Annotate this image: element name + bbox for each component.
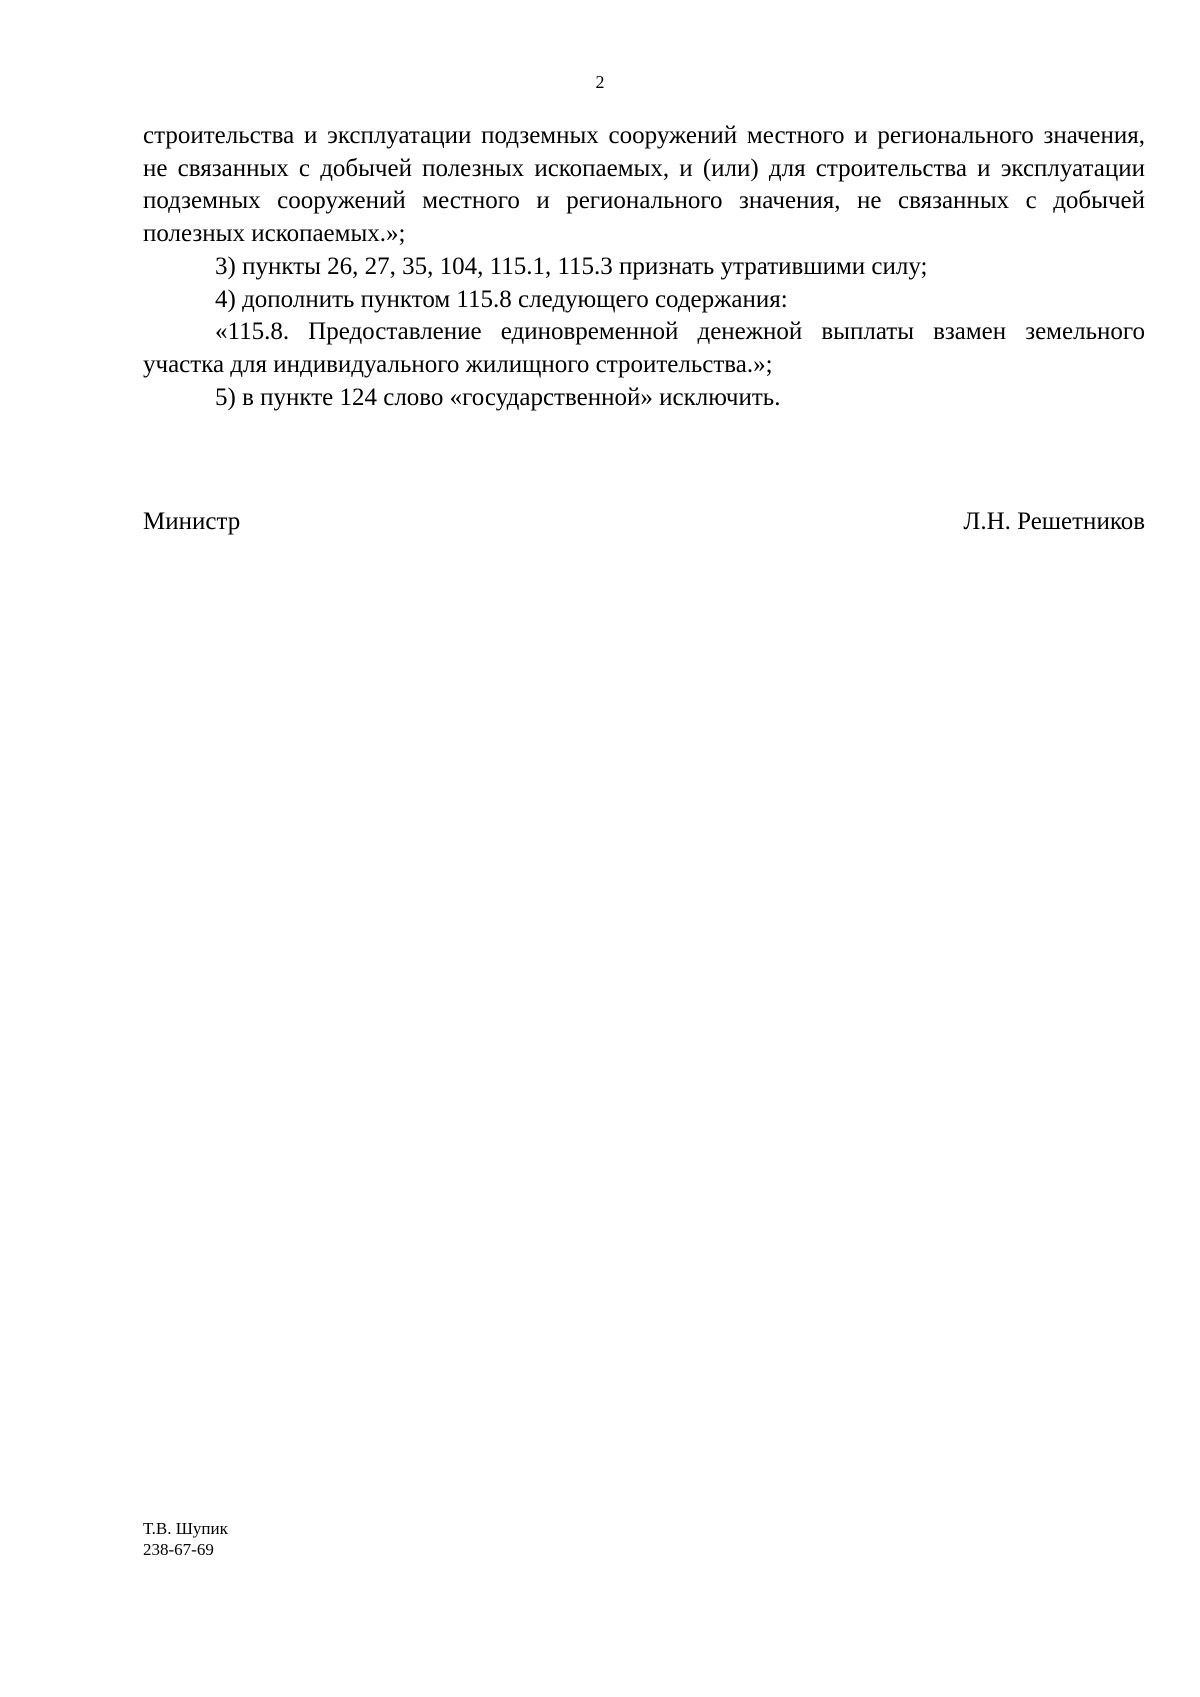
paragraph-continuation: строительства и эксплуатации подземных сооружений местного и регионального значения, не связанных с добычей полезных ископаемых, и (или) для строительства и эксплуатации подземных сооружений местного и регионального значения, не связанных с добычей полезных ископаемых.»; [143,122,1145,248]
signatory-name: Л.Н. Решетников [963,508,1145,535]
signatory-position: Министр [143,508,241,535]
paragraph-item-5: 5) в пункте 124 слово «государственной» исключить. [215,383,781,411]
executor-phone: 238-67-69 [143,1540,214,1559]
paragraph-item-115-8: «115.8. Предоставление единовременной денежной выплаты взамен земельного участка для индивидуального жилищного строительства.»; [143,318,1145,378]
paragraph-item-3: 3) пункты 26, 27, 35, 104, 115.1, 115.3 признать утратившими силу; [215,252,928,280]
executor-block [143,1518,228,1560]
signature-block [143,506,1145,538]
executor-name: Т.В. Шупик [143,1519,228,1538]
paragraph-item-4: 4) дополнить пунктом 115.8 следующего содержания: [215,285,788,313]
page-number: 2 [595,72,605,92]
document-body [143,120,1145,414]
